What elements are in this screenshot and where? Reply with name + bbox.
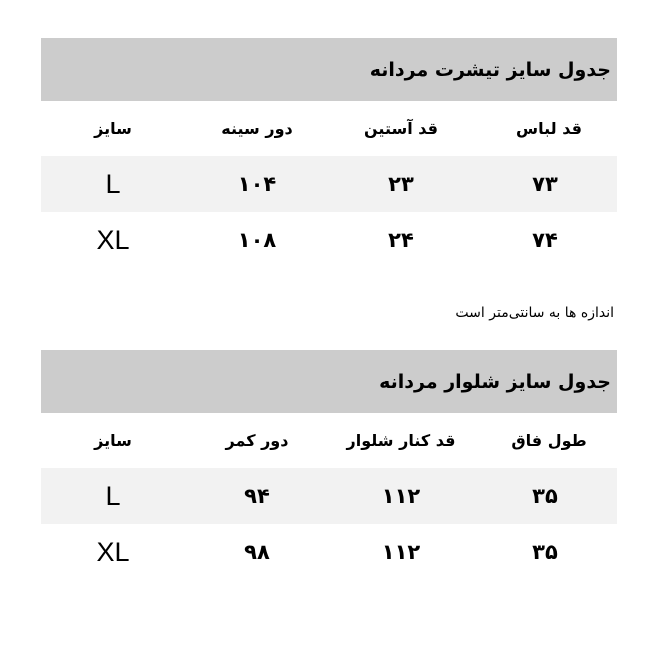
table-row [41, 212, 617, 268]
cell-sleeve: ۲۳ [388, 172, 414, 196]
table-row [41, 156, 617, 212]
cell-length: ۷۴ [532, 228, 558, 252]
header-chest: دور سینه [221, 119, 293, 138]
header-rise: طول فاق [511, 431, 587, 450]
tshirt-header-row [41, 101, 617, 156]
table-row [41, 468, 617, 524]
header-waist: دور کمر [225, 431, 289, 450]
header-size: سایز [94, 431, 132, 450]
tshirt-table-title-bar [41, 38, 617, 101]
cell-chest: ۱۰۴ [237, 172, 277, 196]
header-length: قد لباس [516, 119, 582, 138]
cell-length: ۷۳ [532, 172, 558, 196]
cell-side-length: ۱۱۲ [381, 484, 421, 508]
cell-size: L [105, 168, 121, 199]
cell-waist: ۹۸ [244, 540, 270, 564]
header-sleeve: قد آستین [364, 119, 438, 138]
cell-size: L [105, 480, 121, 511]
header-size: سایز [94, 119, 132, 138]
cell-side-length: ۱۱۲ [381, 540, 421, 564]
cell-size: XL [96, 224, 130, 255]
tshirt-table-title: جدول سایز تیشرت مردانه [369, 58, 611, 81]
cell-chest: ۱۰۸ [237, 228, 277, 252]
table-row [41, 524, 617, 580]
cell-size: XL [96, 536, 130, 567]
cell-sleeve: ۲۴ [388, 228, 414, 252]
pants-table-title-bar [41, 350, 617, 413]
cell-waist: ۹۴ [244, 484, 270, 508]
tshirt-size-table [41, 38, 617, 268]
measurement-note: اندازه ها به سانتی‌متر است [455, 305, 614, 321]
pants-header-row [41, 413, 617, 468]
cell-rise: ۳۵ [532, 540, 558, 564]
header-side-length: قد کنار شلوار [346, 431, 456, 450]
pants-table-title: جدول سایز شلوار مردانه [379, 370, 611, 393]
pants-size-table [41, 350, 617, 580]
cell-rise: ۳۵ [532, 484, 558, 508]
